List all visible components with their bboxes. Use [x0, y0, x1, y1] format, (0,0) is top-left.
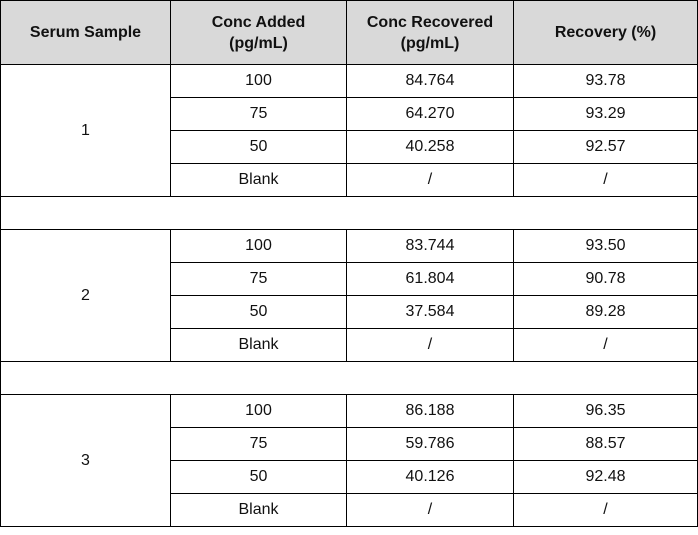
- conc-recovered-cell: /: [347, 494, 514, 527]
- recovery-cell: 92.48: [514, 461, 698, 494]
- conc-added-cell: 100: [171, 230, 347, 263]
- conc-recovered-cell: /: [347, 329, 514, 362]
- sample-cell: 3: [1, 395, 171, 527]
- recovery-cell: 93.78: [514, 65, 698, 98]
- recovery-cell: 90.78: [514, 263, 698, 296]
- header-serum-sample: Serum Sample: [1, 1, 171, 65]
- header-row: [1, 1, 698, 65]
- recovery-cell: /: [514, 164, 698, 197]
- conc-recovered-cell: 40.126: [347, 461, 514, 494]
- conc-added-cell: 50: [171, 296, 347, 329]
- table-row: [1, 65, 698, 98]
- conc-recovered-cell: 86.188: [347, 395, 514, 428]
- conc-added-cell: Blank: [171, 329, 347, 362]
- recovery-cell: /: [514, 494, 698, 527]
- conc-recovered-cell: 59.786: [347, 428, 514, 461]
- conc-recovered-cell: 64.270: [347, 98, 514, 131]
- sample-cell: 2: [1, 230, 171, 362]
- conc-added-cell: 75: [171, 263, 347, 296]
- conc-added-cell: 50: [171, 461, 347, 494]
- recovery-cell: 88.57: [514, 428, 698, 461]
- spacer-cell: [1, 362, 698, 395]
- header-conc-added-line2: (pg/mL): [229, 34, 288, 52]
- conc-recovered-cell: 40.258: [347, 131, 514, 164]
- conc-added-cell: 50: [171, 131, 347, 164]
- conc-recovered-cell: /: [347, 164, 514, 197]
- table-header: [1, 1, 698, 65]
- header-recovery: Recovery (%): [514, 1, 698, 65]
- header-conc-recovered-line2: (pg/mL): [400, 34, 460, 52]
- header-conc-recovered-line1: Conc Recovered: [366, 13, 494, 31]
- conc-added-cell: 75: [171, 428, 347, 461]
- table-row: [1, 230, 698, 263]
- recovery-cell: 93.29: [514, 98, 698, 131]
- header-conc-added: [171, 1, 347, 65]
- recovery-cell: 92.57: [514, 131, 698, 164]
- conc-added-cell: 75: [171, 98, 347, 131]
- conc-recovered-cell: 37.584: [347, 296, 514, 329]
- conc-recovered-cell: 83.744: [347, 230, 514, 263]
- recovery-cell: 96.35: [514, 395, 698, 428]
- conc-added-cell: Blank: [171, 494, 347, 527]
- spacer-row: [1, 197, 698, 230]
- conc-recovered-cell: 84.764: [347, 65, 514, 98]
- header-conc-recovered: [347, 1, 514, 65]
- recovery-cell: 89.28: [514, 296, 698, 329]
- conc-added-cell: Blank: [171, 164, 347, 197]
- spacer-row: [1, 362, 698, 395]
- recovery-cell: 93.50: [514, 230, 698, 263]
- table-body: [1, 65, 698, 527]
- conc-recovered-cell: 61.804: [347, 263, 514, 296]
- header-conc-added-line1: Conc Added: [211, 13, 306, 31]
- conc-added-cell: 100: [171, 395, 347, 428]
- recovery-cell: /: [514, 329, 698, 362]
- conc-added-cell: 100: [171, 65, 347, 98]
- sample-cell: 1: [1, 65, 171, 197]
- table-row: [1, 395, 698, 428]
- spacer-cell: [1, 197, 698, 230]
